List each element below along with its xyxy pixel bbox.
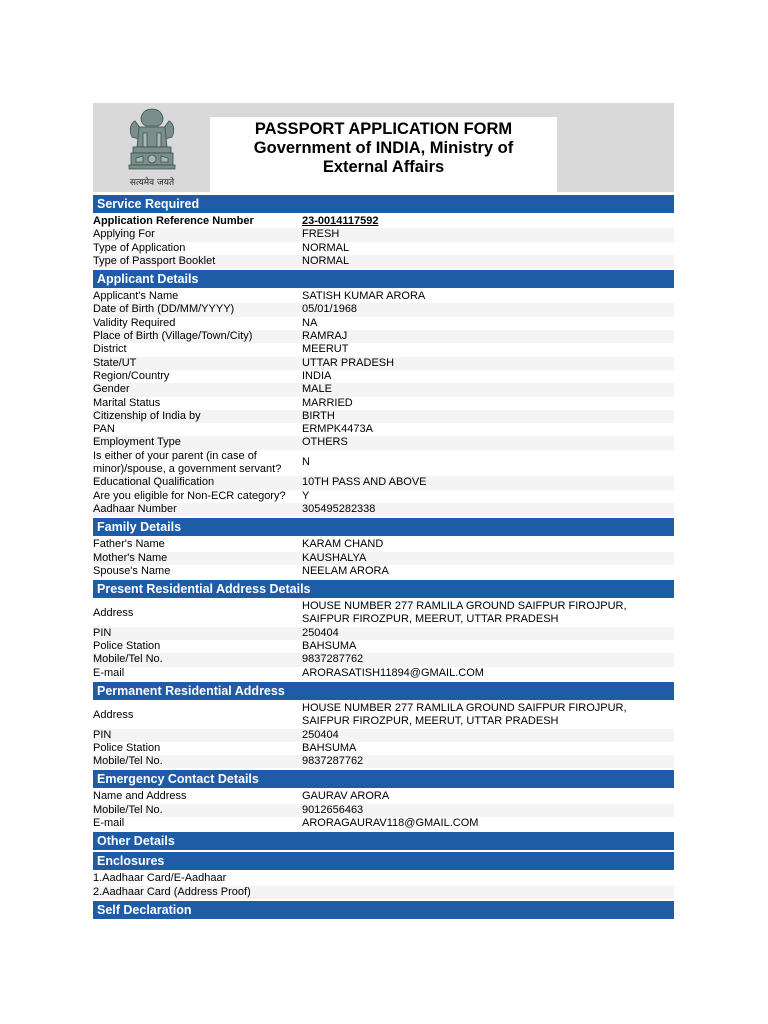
field-value: ARORASATISH11894@GMAIL.COM bbox=[302, 666, 484, 679]
field-label: Police Station bbox=[93, 741, 161, 754]
field-value: FRESH bbox=[302, 228, 340, 241]
field-value: MEERUT bbox=[302, 343, 349, 356]
field-label: Date of Birth (DD/MM/YYYY) bbox=[93, 303, 235, 316]
row-place-of-birth bbox=[93, 330, 674, 343]
address-line-2: SAIFPUR FIROZPUR, MEERUT, UTTAR PRADESH bbox=[302, 613, 559, 626]
field-value: BAHSUMA bbox=[302, 640, 357, 653]
form-title bbox=[210, 117, 557, 192]
row-mother-name bbox=[93, 552, 674, 565]
field-label: District bbox=[93, 343, 127, 356]
field-label: 2.Aadhaar Card (Address Proof) bbox=[93, 885, 251, 898]
field-value: KAUSHALYA bbox=[302, 551, 367, 564]
row-non-ecr bbox=[93, 490, 674, 503]
field-value: RAMRAJ bbox=[302, 330, 348, 343]
field-label: Applicant's Name bbox=[93, 290, 179, 303]
row-permanent-address bbox=[93, 702, 674, 729]
field-label: Address bbox=[93, 708, 134, 721]
field-label: Type of Passport Booklet bbox=[93, 254, 216, 267]
row-passport-booklet bbox=[93, 255, 674, 268]
field-value: SATISH KUMAR ARORA bbox=[302, 290, 426, 303]
emblem-motto: सत्यमेव जयते bbox=[129, 178, 175, 188]
section-self-declaration: Self Declaration bbox=[93, 901, 674, 919]
field-value bbox=[302, 600, 674, 627]
field-value: 05/01/1968 bbox=[302, 303, 358, 316]
form-header bbox=[93, 103, 674, 192]
section-service-required: Service Required bbox=[93, 195, 674, 213]
field-value: GAURAV ARORA bbox=[302, 790, 390, 803]
field-label: Place of Birth (Village/Town/City) bbox=[93, 330, 253, 343]
field-label: Address bbox=[93, 606, 134, 619]
field-label: Marital Status bbox=[93, 396, 161, 409]
field-value bbox=[302, 702, 674, 729]
section-enclosures: Enclosures bbox=[93, 852, 674, 870]
row-applying-for bbox=[93, 228, 674, 241]
field-label: PIN bbox=[93, 728, 112, 741]
row-state bbox=[93, 357, 674, 370]
address-line-2: SAIFPUR FIROZPUR, MEERUT, UTTAR PRADESH bbox=[302, 715, 559, 728]
field-label: Mobile/Tel No. bbox=[93, 755, 163, 768]
field-label: Region/Country bbox=[93, 369, 170, 382]
row-pan bbox=[93, 423, 674, 436]
section-family-details: Family Details bbox=[93, 518, 674, 536]
field-label: Police Station bbox=[93, 640, 161, 653]
field-label: Aadhaar Number bbox=[93, 502, 177, 515]
row-employment-type bbox=[93, 436, 674, 449]
row-parent-government-servant bbox=[93, 450, 674, 477]
field-label: Gender bbox=[93, 383, 130, 396]
field-value: NORMAL bbox=[302, 254, 350, 267]
row-present-email bbox=[93, 667, 674, 680]
section-emergency-contact: Emergency Contact Details bbox=[93, 770, 674, 788]
section-other-details: Other Details bbox=[93, 832, 674, 850]
field-value: 10TH PASS AND ABOVE bbox=[302, 476, 427, 489]
row-aadhaar-number bbox=[93, 503, 674, 516]
address-line-1: HOUSE NUMBER 277 RAMLILA GROUND SAIFPUR FIROJPUR, bbox=[302, 701, 627, 714]
field-value: MARRIED bbox=[302, 396, 353, 409]
field-value: N bbox=[302, 456, 310, 469]
field-label: 1.Aadhaar Card/E-Aadhaar bbox=[93, 872, 227, 885]
national-emblem-icon bbox=[121, 103, 183, 192]
field-value: ARORAGAURAV118@GMAIL.COM bbox=[302, 816, 479, 829]
title-line-3: External Affairs bbox=[322, 158, 445, 176]
row-type-of-application bbox=[93, 242, 674, 255]
row-father-name bbox=[93, 538, 674, 551]
field-value: 305495282338 bbox=[302, 502, 376, 515]
field-label: Type of Application bbox=[93, 241, 186, 254]
field-label: State/UT bbox=[93, 356, 137, 369]
field-label: Spouse's Name bbox=[93, 564, 171, 577]
row-date-of-birth bbox=[93, 303, 674, 316]
field-value: 250404 bbox=[302, 728, 339, 741]
field-value: BAHSUMA bbox=[302, 741, 357, 754]
field-value: 250404 bbox=[302, 626, 339, 639]
field-label: E-mail bbox=[93, 816, 125, 829]
field-value: 9837287762 bbox=[302, 755, 364, 768]
row-present-police-station bbox=[93, 640, 674, 653]
field-label-line-1: Is either of your parent (in case of bbox=[93, 449, 257, 462]
field-value: BIRTH bbox=[302, 409, 335, 422]
field-label: Citizenship of India by bbox=[93, 409, 201, 422]
row-gender bbox=[93, 383, 674, 396]
field-value: KARAM CHAND bbox=[302, 538, 384, 551]
row-validity-required bbox=[93, 317, 674, 330]
row-present-address bbox=[93, 600, 674, 627]
field-value: 9837287762 bbox=[302, 653, 364, 666]
passport-application-form bbox=[93, 103, 674, 921]
section-applicant-details: Applicant Details bbox=[93, 270, 674, 288]
field-value: NORMAL bbox=[302, 241, 350, 254]
field-label: Educational Qualification bbox=[93, 476, 215, 489]
field-value: NA bbox=[302, 316, 318, 329]
field-value: 9012656463 bbox=[302, 803, 364, 816]
field-label: Applying For bbox=[93, 228, 155, 241]
application-reference-number: 23-0014117592 bbox=[302, 215, 379, 227]
row-education bbox=[93, 476, 674, 489]
field-value: ERMPK4473A bbox=[302, 423, 373, 436]
field-label: Name and Address bbox=[93, 790, 187, 803]
row-permanent-pin bbox=[93, 729, 674, 742]
row-emergency-name bbox=[93, 790, 674, 803]
field-label: Validity Required bbox=[93, 316, 176, 329]
row-present-pin bbox=[93, 627, 674, 640]
field-label-line-2: minor)/spouse, a government servant? bbox=[93, 463, 282, 476]
title-line-2: Government of INDIA, Ministry of bbox=[253, 139, 514, 157]
field-label: Employment Type bbox=[93, 436, 181, 449]
field-value: MALE bbox=[302, 383, 332, 396]
row-marital-status bbox=[93, 397, 674, 410]
section-permanent-address: Permanent Residential Address bbox=[93, 682, 674, 700]
field-value: INDIA bbox=[302, 369, 332, 382]
row-citizenship bbox=[93, 410, 674, 423]
address-line-1: HOUSE NUMBER 277 RAMLILA GROUND SAIFPUR FIROJPUR, bbox=[302, 600, 627, 613]
field-value: UTTAR PRADESH bbox=[302, 356, 395, 369]
row-present-mobile bbox=[93, 653, 674, 666]
enclosure-item bbox=[93, 872, 674, 885]
field-label: PIN bbox=[93, 626, 112, 639]
enclosure-item bbox=[93, 886, 674, 899]
row-emergency-mobile bbox=[93, 804, 674, 817]
field-label: PAN bbox=[93, 423, 115, 436]
row-region bbox=[93, 370, 674, 383]
row-district bbox=[93, 343, 674, 356]
field-value: NEELAM ARORA bbox=[302, 564, 389, 577]
field-label: E-mail bbox=[93, 666, 125, 679]
row-permanent-police-station bbox=[93, 742, 674, 755]
field-label: Mother's Name bbox=[93, 551, 168, 564]
row-application-reference bbox=[93, 215, 674, 228]
title-line-1: PASSPORT APPLICATION FORM bbox=[254, 120, 513, 138]
field-label: Mobile/Tel No. bbox=[93, 803, 163, 816]
row-permanent-mobile bbox=[93, 755, 674, 768]
field-label: Application Reference Number bbox=[93, 215, 254, 227]
field-label: Mobile/Tel No. bbox=[93, 653, 163, 666]
section-present-address: Present Residential Address Details bbox=[93, 580, 674, 598]
row-emergency-email bbox=[93, 817, 674, 830]
field-value: OTHERS bbox=[302, 436, 348, 449]
field-value: Y bbox=[302, 489, 310, 502]
row-spouse-name bbox=[93, 565, 674, 578]
field-label bbox=[93, 450, 302, 477]
row-applicant-name bbox=[93, 290, 674, 303]
field-label: Are you eligible for Non-ECR category? bbox=[93, 489, 286, 502]
field-label: Father's Name bbox=[93, 538, 165, 551]
